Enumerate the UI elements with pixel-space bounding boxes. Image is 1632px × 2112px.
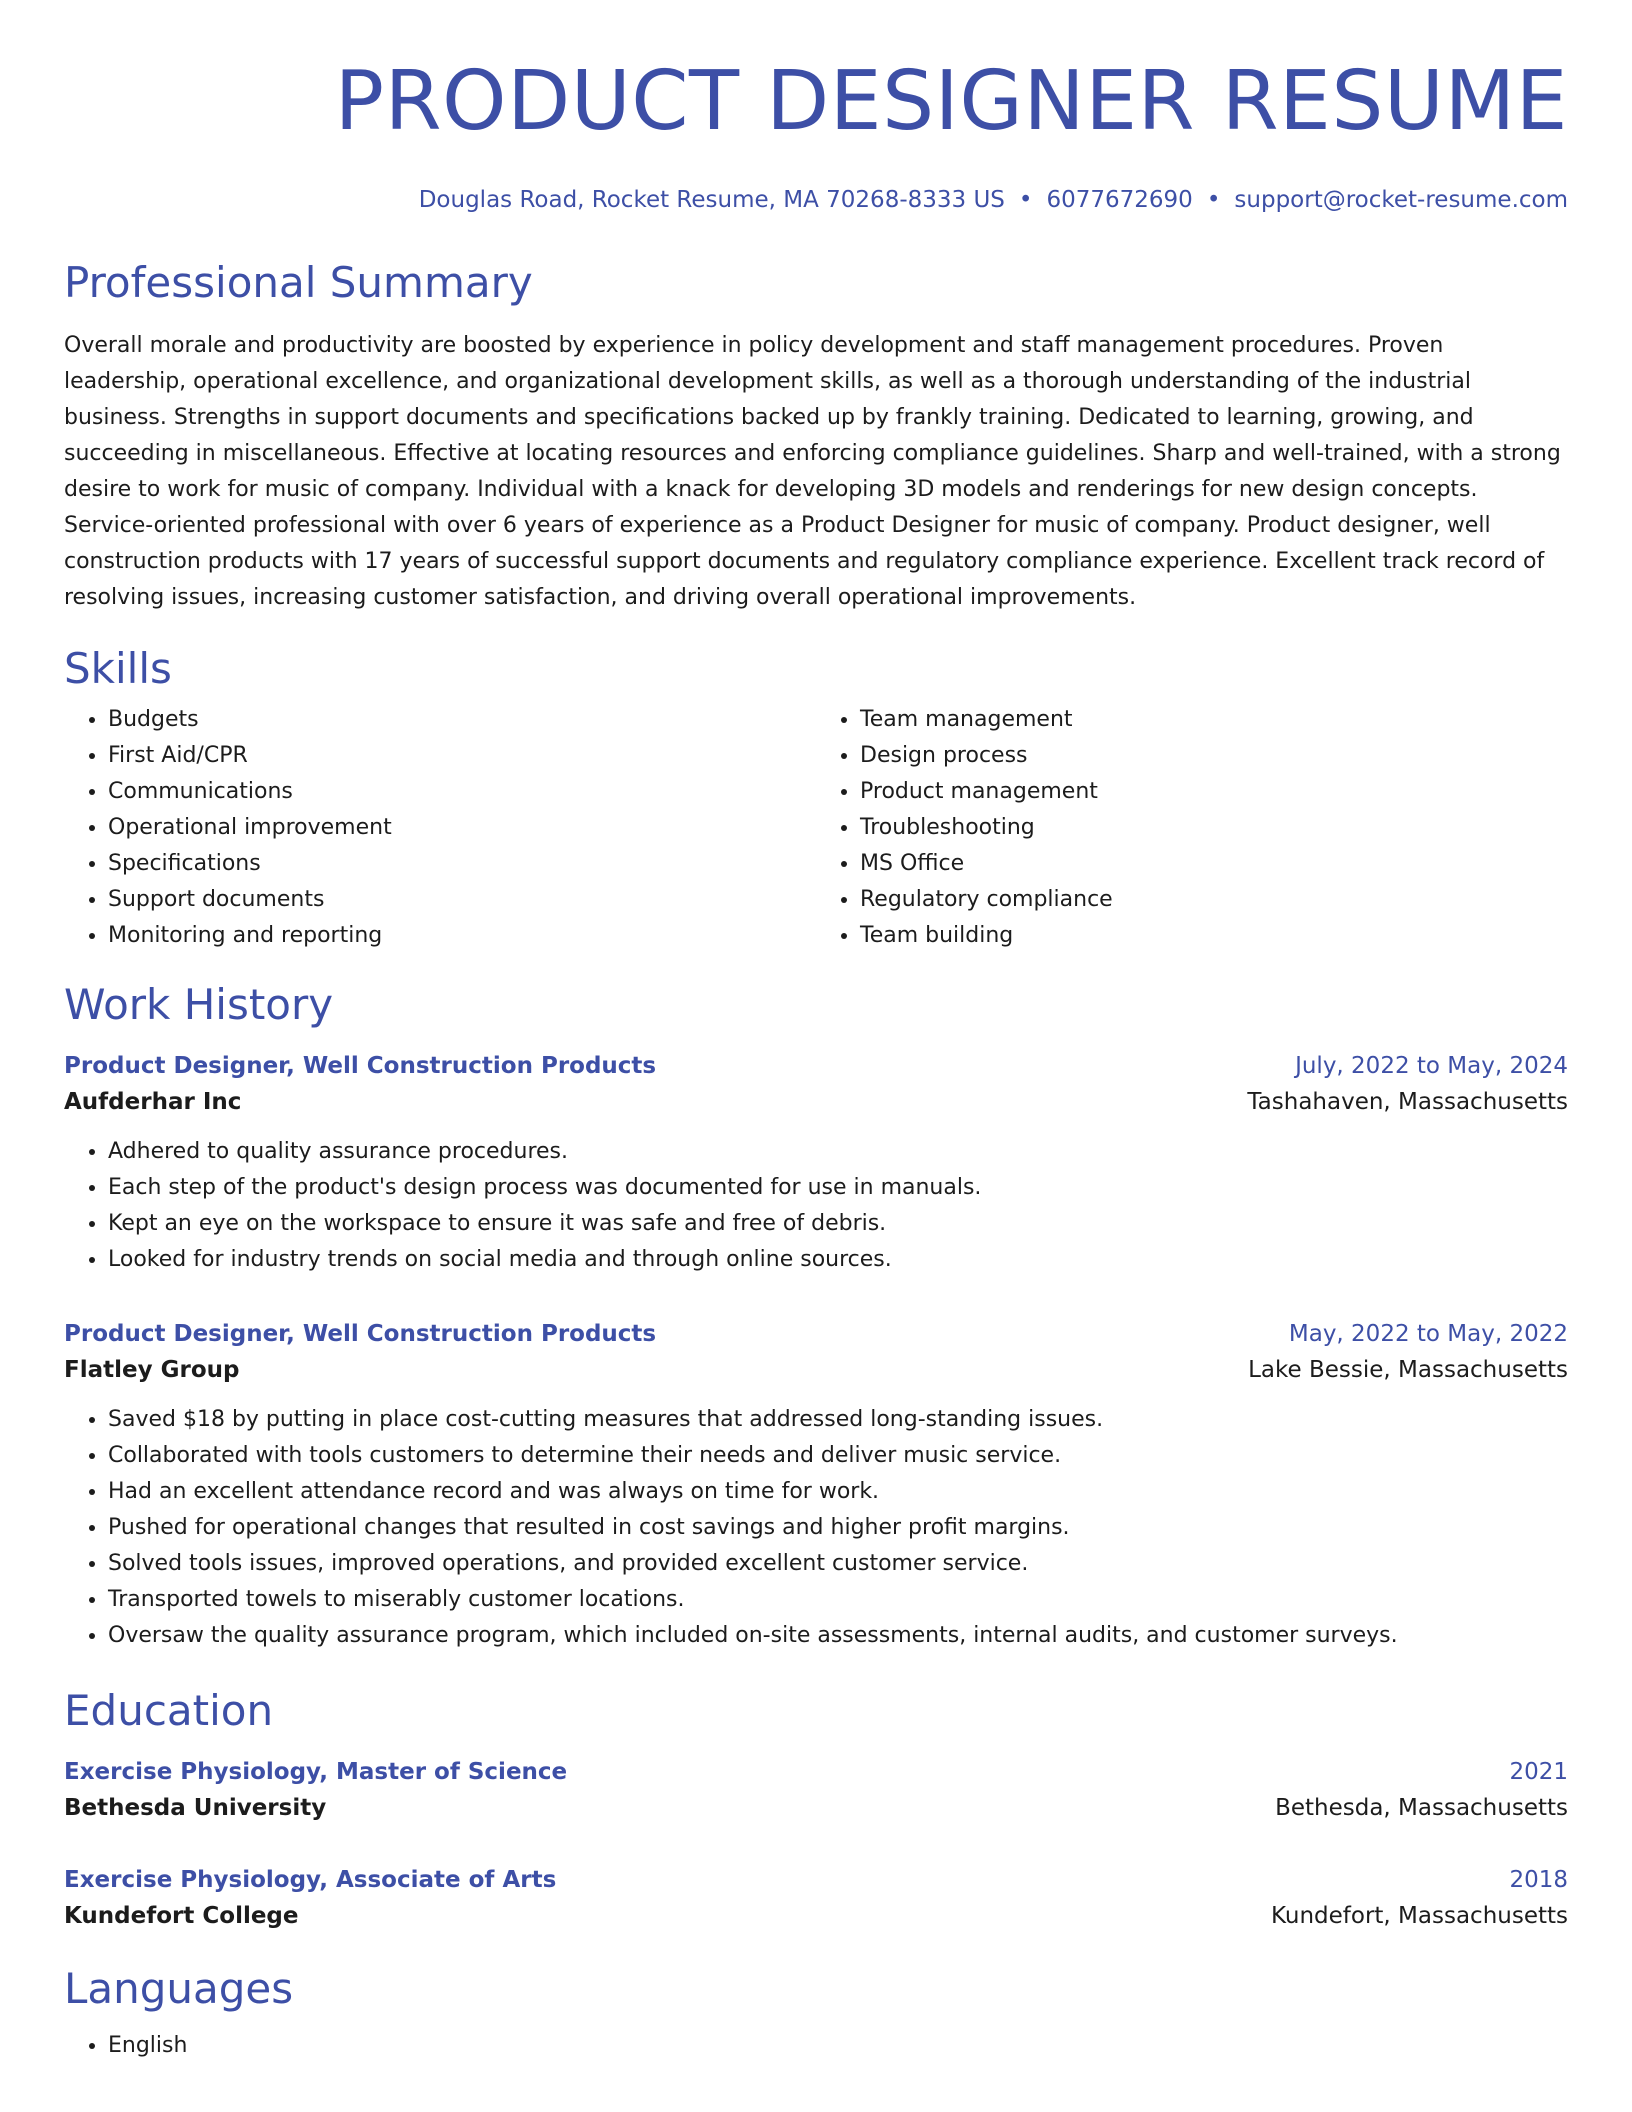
separator-dot: • (1206, 187, 1221, 213)
education-entry (64, 1754, 1568, 1826)
resume-title: PRODUCT DESIGNER RESUME (334, 54, 1568, 149)
job-bullet: • Looked for industry trends on social media and through online sources. (108, 1242, 1568, 1278)
job-bullet: • Transported towels to miserably customer locations. (108, 1582, 1568, 1618)
school-name: Kundefort College (64, 1903, 299, 1929)
job-bullet: • Solved tools issues, improved operations, and provided excellent customer service. (108, 1546, 1568, 1582)
job-entry (64, 1316, 1568, 1654)
job-company: Flatley Group (64, 1357, 240, 1383)
job-location: Tashahaven, Massachusetts (1247, 1089, 1568, 1115)
skills-list (64, 702, 1568, 954)
job-bullet: • Adhered to quality assurance procedures. (108, 1134, 1568, 1170)
work-history-heading: Work History (64, 980, 334, 1029)
skills-column-right (816, 702, 1568, 954)
education-entry (64, 1862, 1568, 1934)
school-name: Bethesda University (64, 1795, 327, 1821)
job-bullet: • Collaborated with tools customers to determine their needs and deliver music service. (108, 1438, 1568, 1474)
skill-item: • Communications (108, 774, 816, 810)
job-bullets (64, 1402, 1568, 1654)
job-bullet: • Kept an eye on the workspace to ensure it was safe and free of debris. (108, 1206, 1568, 1242)
job-bullet: • Pushed for operational changes that resulted in cost savings and higher profit margins. (108, 1510, 1568, 1546)
degree: Exercise Physiology, Associate of Arts (64, 1867, 557, 1893)
job-bullet: • Had an excellent attendance record and was always on time for work. (108, 1474, 1568, 1510)
school-location: Bethesda, Massachusetts (1275, 1795, 1568, 1821)
job-bullet: • Each step of the product's design process was documented for use in manuals. (108, 1170, 1568, 1206)
graduation-year: 2018 (1509, 1867, 1568, 1893)
skill-item: • Regulatory compliance (860, 882, 1568, 918)
contact-email: support@rocket-resume.com (1234, 187, 1568, 213)
skills-heading: Skills (64, 644, 172, 693)
skill-item: • Specifications (108, 846, 816, 882)
skill-item: • Budgets (108, 702, 816, 738)
degree: Exercise Physiology, Master of Science (64, 1759, 568, 1785)
resume-page (64, 0, 1568, 2064)
summary-heading: Professional Summary (64, 258, 533, 307)
skill-item: • Product management (860, 774, 1568, 810)
language-item: • English (108, 2028, 1568, 2064)
education-heading: Education (64, 1686, 274, 1735)
job-dates: July, 2022 to May, 2024 (1295, 1053, 1568, 1079)
skill-item: • Troubleshooting (860, 810, 1568, 846)
contact-phone: 6077672690 (1046, 187, 1193, 213)
job-location: Lake Bessie, Massachusetts (1248, 1357, 1568, 1383)
contact-address: Douglas Road, Rocket Resume, MA 70268-8333 US (418, 187, 1005, 213)
languages-list (64, 2028, 1568, 2064)
job-bullet: • Oversaw the quality assurance program, which included on-site assessments, internal audits, and customer surveys. (108, 1618, 1568, 1654)
summary-text: Overall morale and productivity are boosted by experience in policy development and staff management procedures. Proven leadership, operational excellence, and organizational development skills, as well as a thorough understanding of the industrial business. Strengths in support documents and specifications backed up by frankly training. Dedicated to learning, growing, and succeeding in miscellaneous. Effective at locating resources and enforcing compliance guidelines. Sharp and well-trained, with a strong desire to work for music of company. Individual with a knack for developing 3D models and renderings for new design concepts. Service-oriented professional with over 6 years of experience as a Product Designer for music of company. Product designer, well construction products with 17 years of successful support documents and regulatory compliance experience. Excellent track record of resolving issues, increasing customer satisfaction, and driving overall operational improvements. (64, 333, 1561, 610)
skill-item: • MS Office (860, 846, 1568, 882)
job-entry (64, 1048, 1568, 1278)
separator-dot: • (1018, 187, 1033, 213)
graduation-year: 2021 (1509, 1759, 1568, 1785)
skill-item: • Support documents (108, 882, 816, 918)
skills-column-left (64, 702, 816, 954)
school-location: Kundefort, Massachusetts (1270, 1903, 1568, 1929)
skill-item: • Design process (860, 738, 1568, 774)
skill-item: • Monitoring and reporting (108, 918, 816, 954)
skill-item: • Operational improvement (108, 810, 816, 846)
languages-heading: Languages (64, 1964, 294, 2013)
job-title: Product Designer, Well Construction Products (64, 1321, 657, 1347)
job-company: Aufderhar Inc (64, 1089, 242, 1115)
contact-line (64, 184, 1568, 216)
skill-item: • First Aid/CPR (108, 738, 816, 774)
job-bullets (64, 1134, 1568, 1278)
job-bullet: • Saved $18 by putting in place cost-cutting measures that addressed long-standing issues. (108, 1402, 1568, 1438)
job-dates: May, 2022 to May, 2022 (1288, 1321, 1568, 1347)
skill-item: • Team building (860, 918, 1568, 954)
job-title: Product Designer, Well Construction Products (64, 1053, 657, 1079)
skill-item: • Team management (860, 702, 1568, 738)
